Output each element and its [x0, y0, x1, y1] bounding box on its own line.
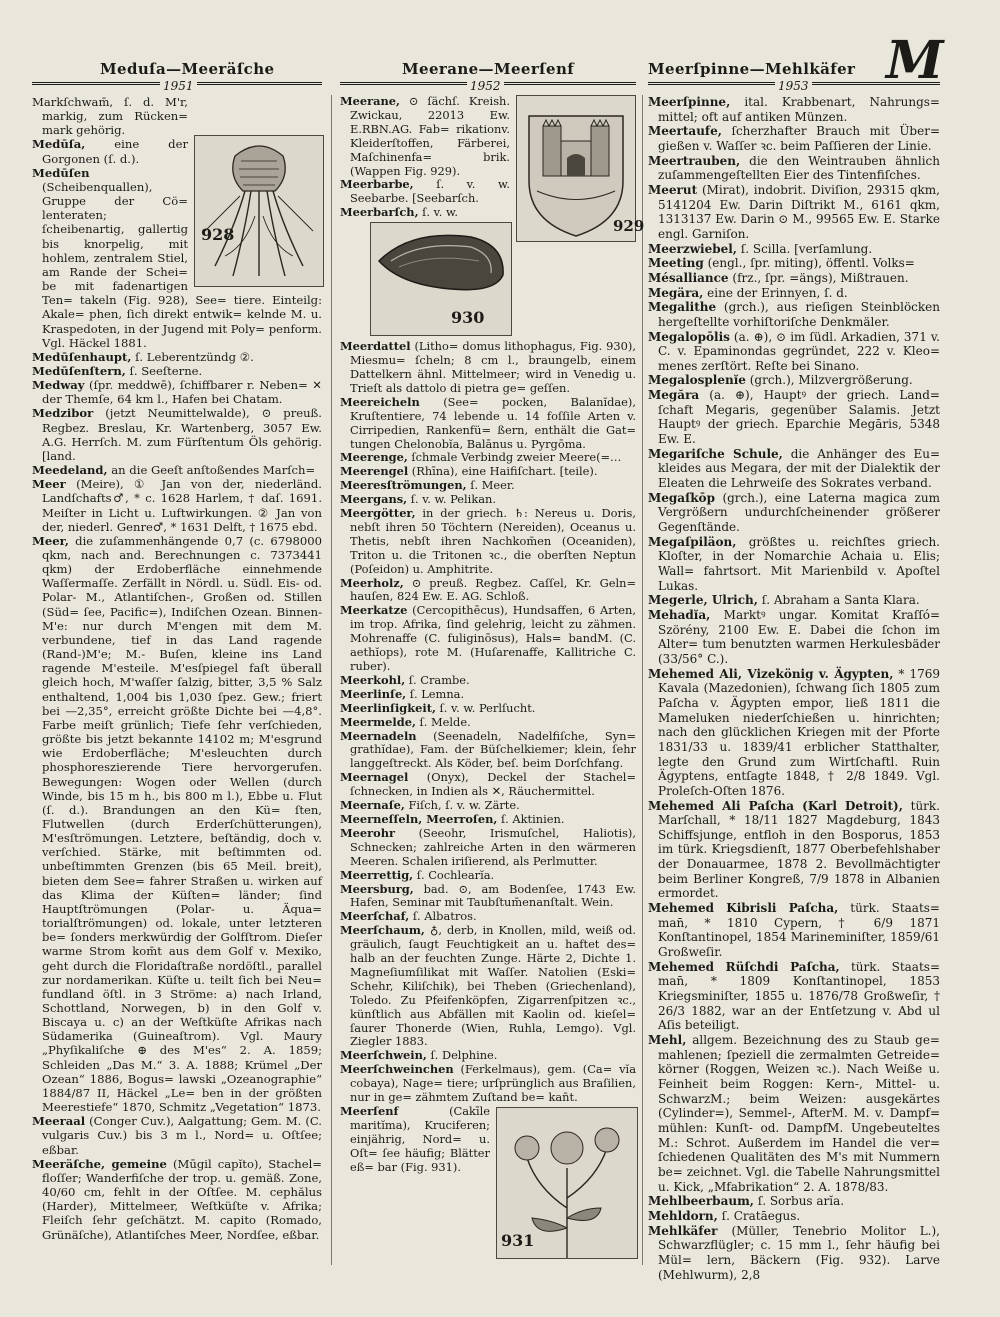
- dictionary-entry: [340, 507, 636, 577]
- entry-text: eine der Gorgonen (ſ. d.).: [42, 137, 188, 166]
- entry-text: größtes u. reichſtes griech. Kloſter, in der Nomarchie Achaia u. Elis; Wall= fahrtsort. Mit Marienbild v. Apoſtel Lukas.: [658, 534, 940, 593]
- entry-headword: Meer,: [32, 533, 69, 548]
- dictionary-entry: [648, 593, 940, 608]
- entry-headword: Meerut: [648, 182, 698, 197]
- entry-headword: Mehlbeerbaum,: [648, 1194, 754, 1209]
- running-head-left: Meduſa—Meeräſche: [100, 60, 275, 78]
- entry-headword: Meertaufe,: [648, 124, 722, 139]
- figure-number: 930: [451, 308, 485, 328]
- dictionary-entry: [340, 924, 636, 1049]
- entry-text: türk. Marſchall, * 18/11 1827 Magdeburg, 1843 Schiffsjunge, entfloh in den Bosporus, 1853 im türk. Kriegsdienſt, 1877 Oberbefehlshaber der Donauarmee, 1878 2. Bevollmächtigter beim Berliner Kongreß, 7/9 1878 in Albanien ermordet.: [658, 798, 940, 901]
- entry-headword: Meeraal: [32, 1114, 86, 1129]
- dictionary-entry: [340, 479, 636, 493]
- entry-text: türk. Staats= man̄, * 1809 Konſtantinopel, 1853 Kriegsminiſter, 1855 u. 1876/78 Großweſir, † 26/3 1882, war an der Entſetzung v. Abd ul Aſis beteiligt.: [658, 959, 940, 1033]
- entry-headword: Meerſenf: [340, 1104, 399, 1118]
- dictionary-entry: [340, 883, 636, 911]
- dictionary-entry: [648, 242, 940, 257]
- entry-text: ſ. Meer.: [466, 478, 515, 493]
- dictionary-entry: [648, 373, 940, 388]
- entry-text: ſ. Aktinien.: [497, 811, 565, 826]
- entry-text: ſchmale Verbindg zweier Meere(=…: [407, 450, 622, 465]
- column-3: [648, 95, 940, 1282]
- entry-headword: Megära,: [648, 285, 704, 300]
- entry-headword: Meertrauben,: [648, 153, 741, 168]
- entry-text: bad. ⊙, am Bodenſee, 1743 Ew. Hafen, Seminar mit Taubſtum̄enanſtalt. Wein.: [350, 881, 636, 910]
- entry-text: ⊙ preuß. Regbez. Caſſel, Kr. Geln= hauſen, 824 Ew. E. AG. Schloß.: [350, 575, 636, 604]
- entry-headword: Megalosplenĭe: [648, 373, 746, 388]
- entry-text: Marktꝰ ungar. Komitat Kraſſó= Szörény, 2100 Ew. E. Dabei die ſchon im Alter= tum benutzten warmen Herkulesbäder (33/56° C.).: [658, 607, 940, 666]
- entry-text: (grch.), Milzvergrößerung.: [745, 373, 913, 388]
- entry-text: ital. Krabbenart, Nahrungs= mittel; oft auf antiken Münzen.: [658, 95, 940, 124]
- entry-headword: Meerane,: [340, 94, 400, 108]
- entry-text: Fiſch, ſ. v. w. Zärte.: [404, 798, 520, 813]
- figure-929-coat-of-arms: [516, 95, 645, 242]
- entry-headword: Meer: [32, 477, 66, 492]
- column-divider: [642, 95, 643, 1265]
- entry-text: in der griech. ♄: Nereus u. Doris, nebſt ihren 50 Töchtern (Nerei̇den), Oceanus u. Thetis, nebſt ihren Nachkom̄en (Oceaniden), Triton u. die Tritonen ꝛc., die oberſten Neptun (Poſeidon) u. Amphitrite.: [350, 506, 636, 576]
- entry-headword: Medūſa,: [32, 137, 86, 152]
- entry-headword: Medway: [32, 378, 85, 393]
- entry-text: (Ferkelmaus), gem. (Ca= vĭa cobaya), Nage= tiere; urſprünglich aus Braſilien, nur in ge= zähmtem Zuſtand be= kan̄t.: [350, 1062, 636, 1105]
- entry-text: ſ. v. w. Pelikan.: [407, 492, 496, 507]
- entry-text: (Mirat), indobrit. Diviſion, 29315 qkm, 5141204 Ew. Darin Diſtrikt M., 6161 qkm, 1313137 Ew. Darin ⊙ M., 99565 Ew. E. Starke engl. Garniſon.: [658, 182, 940, 241]
- dictionary-entry: [340, 910, 636, 924]
- entry-headword: Meerrettig,: [340, 867, 414, 882]
- figure-number: 928: [201, 225, 235, 244]
- entry-headword: Megariſche Schule,: [648, 446, 783, 461]
- entry-text: die zuſammenhängende 0,7 (c. 6798000 qkm, nach and. Berechnungen c. 7373441 qkm) der Erdoberfläche einnehmende Waſſermaſſe. Zerfällt in Nördl. u. Südl. Eis- od. Polar- M., Atlantiſchen-, Großen od. Stillen (Süd= ſee, Pacific=), Indiſchen Ozean. Binnen-M'e: nur durch M'engen mit dem M. verbundene, tief in das Land ragende (Rand-)M'e; M.- Buſen, kleine ins Land ragende M'esteile. M'esſpiegel faſt überall gleich hoch, M'waſſer ſalzig, bitter, 3,5 % Salz enthaltend, 1,004 bis 1,030 ſpez. Gew.; friert bei —2,35°, erreicht größte Dichte bei —4,8°. Farbe meiſt grünlich; Tiefe ſehr verſchieden, größte bis jetzt bekannte 14102 m; M'esgrund wie Erdoberfläche; M'esleuchten durch phosphoreszierende Tiere hervorgerufen. Bewegungen: Wogen oder Wellen (durch Winde, bis 15 m h., bis 800 m l.), Ebbe u. Flut (ſ. d.). Brandungen an den Kü= ſten, Flutwellen (durch Erderſchütterungen), M'esſtrömungen. Letztere, beſtändig, doch v. verſchied. Stärke, mit beſtimmten od. unbeſtimmten Grenzen (bis 65 Meil. breit), bieten dem See= fahrer Straßen u. wirken auf das Klima der Küſten= länder; ſind Hauptſtrömungen (Polar- u. Äqua= torialſtrömungen) od. lokale, unter letzteren be= ſonders merkwürdig der Golfſtrom. Dieſer warme Strom kom̄t aus dem Golf v. Mexiko, geht durch die Floridaſtraße nordöſtl., parallel zur nordamerikan. Küſte u. teilt ſich bei Neu= fundland öſtl. in 3 Ströme: a) nach Irland, Schottland, Norwegen, b) in den Golf v. Biscaya u. c) an der Weſtküſte Afrikas nach Südamerika (Guineaſtrom). Vgl. Maury „Phyſikaliſche ⊕ des M'es“ 2. A. 1859; Schleiden „Das M.“ 3. A. 1888; Krümel „Der Ozean“ 1886, Bogus= lawski „Ozeanographie“ 1884/87 II, Häckel „Le= ben in der größten Meerestiefe“ 1870, Schmitz „Vegetation“ 1873.: [42, 533, 322, 1115]
- dictionary-entry: [340, 799, 636, 813]
- page-number-3: 1953: [775, 79, 812, 93]
- entry-headword: Meernadeln: [340, 728, 417, 743]
- entry-headword: Meerzwiebel,: [648, 241, 737, 256]
- entry-headword: Megalithe: [648, 300, 717, 315]
- entry-text: an die Geeſt anſtoßendes Marſch=: [107, 463, 316, 478]
- entry-text: Markſchwam̄, ſ. d. M'r, markig, zum Rücken= mark gehörig.: [32, 95, 188, 138]
- mussel-illustration: [371, 223, 511, 335]
- page-number-2: 1952: [467, 79, 504, 93]
- dictionary-entry: [340, 771, 636, 799]
- dictionary-entry: [32, 477, 322, 534]
- dictionary-entry: [648, 901, 940, 960]
- dictionary-entry: [648, 95, 940, 124]
- figure-number: 929: [613, 217, 645, 235]
- entry-headword: Meernagel: [340, 770, 409, 785]
- dictionary-entry: [340, 813, 636, 827]
- dictionary-entry: [340, 1049, 636, 1063]
- entry-headword: Meerſpinne,: [648, 95, 731, 109]
- dictionary-entry: [648, 960, 940, 1033]
- entry-text: (Mūgil capĭto), Stachel= floſſer; Wanderfiſche der trop. u. gemäß. Zone, 40/60 cm, fehlt in der Oſtſee. M. cephălus (Harder), Mittelmeer, Weſtküſte v. Afrika; Fleiſch ſehr geſchätzt. M. capito (Romado, Grünäſche), Atlantiſches Meer, Nordſee, eßbar.: [42, 1156, 322, 1242]
- dictionary-entry: [648, 1194, 940, 1209]
- entry-text: (Scheibenquallen), Gruppe der Cö= lenteraten; ſcheibenartig, gallertig bis knorpelig, mit hohlem, zentralem Stiel, am Rande der Schei= be mit fadenartigen Ten= takeln (Fig. 928), See= tiere. Einteilg: Akale= phen, ſich direkt entwik= kelnde M. u. Kraspedoten, in der Jugend mit Poly= penform. Vgl. Häckel 1881.: [42, 179, 322, 350]
- entry-text: ſcherzhafter Brauch mit Über= gießen v. Waſſer ꝛc. beim Paſſieren der Linie.: [658, 124, 940, 153]
- entry-text: (Cakīle maritĭma), Kruciferen; einjährig, Nord= u. Oſt= ſee häufig; Blätter eß= bar (Fig. 931).: [350, 1104, 490, 1174]
- entry-headword: Meernaſe,: [340, 798, 405, 813]
- entry-headword: Meeräſche, gemeine: [32, 1156, 167, 1171]
- entry-text: ♁, derb, in Knollen, mild, weiß od. gräulich, ſaugt Feuchtigkeit an u. haftet des= halb an der feuchten Zunge. Härte 2, Dichte 1. Magneſiumſilikat mit Waſſer. Natolien (Eski= Schehr, Kiliſchik), bei Theben (Griechenland), Toledo. Zu Pfeifenköpfen, Zigarrenſpitzen ꝛc., künſtlich aus Abfällen mit Kaolin od. kieſel= ſaurer Thonerde (Wien, Ruhla, Lemgo). Vgl. Ziegler 1883.: [350, 923, 636, 1049]
- entry-headword: Mehldorn,: [648, 1208, 718, 1223]
- entry-text: ſ. Leberentzündg ②.: [131, 349, 254, 364]
- entry-headword: Meereicheln: [340, 394, 420, 409]
- entry-headword: Megaſkōp: [648, 490, 715, 505]
- entry-text: (engl., ſpr. miting), öffentl. Volks=: [703, 256, 915, 271]
- entry-headword: Meerholz,: [340, 575, 404, 590]
- entry-text: (Seeohr, Irismuſchel, Haliotis), Schnecken; zahlreiche Arten in den wärmeren Meeren. Schalen iriſierend, als Perlmutter.: [350, 825, 636, 868]
- figure-928-medusa: [194, 135, 324, 287]
- entry-text: (Müller, Tenebrio Molitor L.), Schwarzflügler; c. 15 mm l., ſehr häufig bei Mül= lern, Bäckern (Fig. 932). Larve (Mehlwurm), 2,8: [658, 1223, 940, 1282]
- entry-headword: Meerkatze: [340, 603, 408, 618]
- entry-text: (jetzt Neumittelwalde), ⊙ preuß. Regbez. Breslau, Kr. Wartenberg, 3057 Ew. A.G. Herrſch. M. zum Fürſtentum Öls gehörig. [land.: [42, 406, 322, 463]
- dictionary-entry: [648, 447, 940, 491]
- entry-headword: Megaſpiläon,: [648, 534, 737, 549]
- entry-text: ſ. Cratāegus.: [717, 1208, 801, 1223]
- dictionary-entry: [32, 406, 322, 463]
- entry-text: ⊙ ſächſ. Kreish. Zwickau, 22013 Ew. E.RBN.AG. Fab= rikationv. Kleiderſtoffen, Färberei, Maſchinenfa= brik. (Wappen Fig. 929).: [350, 94, 510, 178]
- entry-headword: Meerengel: [340, 464, 409, 479]
- dictionary-entry: [648, 286, 940, 301]
- entry-text: ſ. Melde.: [415, 714, 471, 729]
- dictionary-entry: [340, 604, 636, 674]
- entry-headword: Medūſen: [32, 165, 90, 180]
- entry-headword: Meergans,: [340, 492, 408, 507]
- entry-text: ſ. Sorbus arĭa.: [753, 1194, 845, 1209]
- entry-text: die Anhänger des Eu= kleides aus Megara, der mit der Dialektik der Eleaten die Lehrweiſe des Sokrates verband.: [658, 446, 941, 491]
- entry-text: ſ. Crambe.: [405, 672, 470, 687]
- entry-headword: Meerohr: [340, 825, 395, 840]
- entry-headword: Meerſchweinchen: [340, 1062, 454, 1077]
- dictionary-entry: [340, 493, 636, 507]
- entry-text: ſ. Cochlearĭa.: [413, 867, 495, 882]
- dictionary-entry: [648, 1209, 940, 1224]
- entry-headword: Meerdattel: [340, 339, 411, 354]
- entry-text: allgem. Bezeichnung des zu Staub ge= mahlenen; ſpeziell die zermalmten Getreide= körner (Roggen, Weizen ꝛc.). Nach Weiße u. Feinheit beim Roggen: Kern-, Mittel- u. SchwarzM.; beim Weizen: ausgekärtes (Cylinder=), Semmel-, AfterM. M. v. Dampf= mühlen: Kunſt- od. DampfM. Ungebeuteltes M.: Schrot. Außerdem im Handel die ver= ſchiedenen Qualitäten des M's mit Nummern be= zeichnet. Vgl. die Tabelle Nahrungsmittel u. Kick, „Mfabrikation“ 2. A. 1878/83.: [658, 1033, 940, 1194]
- dictionary-entry: [32, 364, 322, 378]
- dictionary-entry: [648, 183, 940, 242]
- dictionary-entry: [648, 799, 940, 902]
- entry-headword: Meerlinſigkeit,: [340, 700, 436, 715]
- dictionary-entry: [32, 1114, 322, 1156]
- entry-headword: Mehemed Ali, Vizekönig v. Ägypten,: [648, 666, 894, 681]
- dictionary-entry: [340, 674, 636, 688]
- dictionary-entry: [648, 535, 940, 594]
- entry-headword: Mehemed Rüſchdi Paſcha,: [648, 959, 840, 974]
- entry-text: die den Weintrauben ähnlich zuſammengeſtellten Eier des Tintenfiſches.: [658, 153, 940, 183]
- entry-text: (Litho= domus lithophagus, Fig. 930), Miesmu= ſcheln; 8 cm l., braungelb, einem Dattelkern ähnl. Mittelmeer; wird in Venedig u. Trieſt als dattolo di pietra ge= geſſen.: [350, 339, 636, 395]
- dictionary-entry: [648, 154, 940, 183]
- dictionary-entry: [32, 534, 322, 1114]
- dictionary-entry: [340, 396, 636, 452]
- entry-text: (Conger Cuv.), Aalgattung; Gem. M. (C. vulgaris Cuv.) bis 3 m l., Nord= u. Oſtſee; eßbar.: [42, 1114, 322, 1157]
- running-head-right: Meerſpinne—Mehlkäfer: [648, 60, 856, 78]
- entry-headword: Medūſenhaupt,: [32, 349, 132, 364]
- dictionary-entry: [648, 271, 940, 286]
- entry-headword: Meerenge,: [340, 450, 408, 465]
- dictionary-entry: [648, 300, 940, 329]
- column-divider: [331, 95, 332, 1265]
- dictionary-entry: [648, 1033, 940, 1194]
- dictionary-entry: [340, 827, 636, 869]
- entry-text: eine der Erinnyen, ſ. d.: [703, 285, 848, 300]
- dictionary-entry: [32, 463, 322, 477]
- entry-text: (See= pocken, Balanĭdae), Kruſtentiere, 74 lebende u. 14 foſſile Arten v. Cirripedien, Rankenfü= ßern, enthält die Gat= tungen Chelonobĭa, Balānus u. Pyrgōma.: [350, 394, 636, 451]
- entry-headword: Meerbarbe,: [340, 177, 414, 192]
- dictionary-entry: [340, 730, 636, 772]
- entry-text: ſ. v. w. Seebarbe. [Seebarſch.: [350, 177, 510, 206]
- entry-text: (a. ⊕), Hauptꝰ der griech. Land= ſchaft Megaris, gegenüber Salamis. Jetzt Hauptꝰ der griech. Eparchie Megāris, 5348 Ew. E.: [658, 388, 940, 447]
- dictionary-entry: [648, 330, 940, 374]
- dictionary-entry: [648, 256, 940, 271]
- medusa-illustration: [195, 136, 323, 286]
- entry-headword: Meerneſſeln, Meerroſen,: [340, 811, 498, 826]
- entry-headword: Mésalliance: [648, 270, 729, 285]
- dictionary-entry: [32, 378, 322, 406]
- entry-headword: Meerkohl,: [340, 672, 406, 687]
- entry-headword: Meerbarſch,: [340, 205, 419, 220]
- entry-headword: Meermelde,: [340, 714, 416, 729]
- figure-930-date-mussel: [370, 222, 512, 336]
- entry-headword: Megalopōlis: [648, 329, 730, 344]
- dictionary-entry: [340, 451, 636, 465]
- dictionary-entry: [340, 716, 636, 730]
- dictionary-entry: [32, 95, 322, 137]
- entry-text: ſ. Scilla. [verſamlung.: [736, 241, 873, 256]
- entry-text: (grch.), aus rieſigen Steinblöcken hergeſtellte vorhiſtoriſche Denkmäler.: [658, 300, 940, 329]
- running-head-center: Meerane—Meerſenf: [402, 60, 575, 78]
- entry-text: (Rhīna), eine Haifiſchart. [teile).: [408, 464, 598, 479]
- dictionary-entry: [340, 702, 636, 716]
- dictionary-entry: [648, 491, 940, 535]
- entry-headword: Medzibor: [32, 406, 94, 421]
- entry-headword: Megăra: [648, 388, 700, 403]
- entry-headword: Meeresſtrömungen,: [340, 478, 467, 493]
- column-1: [32, 95, 322, 1242]
- section-letter: M: [886, 30, 944, 91]
- entry-headword: Meedeland,: [32, 463, 108, 478]
- dictionary-entry: [648, 1224, 940, 1283]
- dictionary-entry: [340, 688, 636, 702]
- entry-text: (frz., ſpr. =ängs), Mißtrauen.: [728, 270, 909, 285]
- entry-headword: Meerſchwein,: [340, 1048, 427, 1063]
- figure-number: 931: [501, 1231, 535, 1250]
- dictionary-entry: [340, 869, 636, 883]
- entry-headword: Meerſchaum,: [340, 923, 425, 938]
- dictionary-entry: [340, 465, 636, 479]
- entry-headword: Mehemed Kibrisli Paſcha,: [648, 901, 839, 916]
- entry-headword: Meersburg,: [340, 881, 414, 896]
- entry-text: ſ. Delphine.: [426, 1048, 498, 1063]
- dictionary-entry: [648, 124, 940, 153]
- figure-931-sea-rocket: [496, 1107, 638, 1259]
- entry-headword: Mehlkäfer: [648, 1223, 718, 1238]
- entry-headword: Medūſenſtern,: [32, 363, 126, 378]
- entry-headword: Meerlinſe,: [340, 686, 407, 701]
- entry-text: (Cercopithēcus), Hundsaffen, 6 Arten, im trop. Afrika, ſind gelehrig, leicht zu zähmen. Mohrenaffe (C. fuliginōsus), Hals= bandM. (C. aethĭops), rote M. (Huſarenaffe, Kallitriche C. ruber).: [350, 603, 636, 673]
- entry-text: ſ. Lemna.: [406, 686, 465, 701]
- entry-headword: Meerſchaf,: [340, 909, 410, 924]
- entry-text: (ſpr. meddwē), ſchiffbarer r. Neben= ✕ der Themſe, 64 km l., Hafen bei Chatam.: [42, 378, 322, 407]
- entry-headword: Meergötter,: [340, 506, 416, 521]
- entry-text: (a. ⊕), ⊙ im ſüdl. Arkadien, 371 v. C. v. Epaminondas gegründet, 222 v. Kleo= menes zerſtört. Reſte bei Sinano.: [658, 329, 940, 373]
- entry-headword: Mehl,: [648, 1033, 687, 1047]
- entry-headword: Meeting: [648, 256, 704, 271]
- entry-headword: Mehemed Ali Paſcha (Karl Detroit),: [648, 798, 903, 813]
- dictionary-entry: [340, 1063, 636, 1105]
- entry-text: ſ. v. w. Perlſucht.: [435, 700, 536, 715]
- dictionary-entry: [32, 1157, 322, 1242]
- entry-text: ſ. Abraham a Santa Klara.: [757, 593, 920, 608]
- entry-text: (Meire), ① Jan von der, niederländ. Landſchafts♂, * c. 1628 Harlem, † daſ. 1691. Meiſter in Licht u. Luftwirkungen. ② Jan von der, niederl. Genre♂, * 1631 Delft, † 1675 ebd.: [42, 477, 322, 534]
- entry-text: (Seenadeln, Nadelfiſche, Syn= grathĭdae), Fam. der Büſchelkiemer; klein, ſehr langgeſtreckt. Als Köder, beſ. beim Dorſchfang.: [350, 728, 636, 771]
- entry-text: (Onyx), Deckel der Stachel= ſchnecken, in Indien als ✕, Räuchermittel.: [350, 770, 636, 799]
- entry-text: * 1769 Kavala (Mazedonien), ſchwang ſich 1805 zum Paſcha v. Ägypten empor, ließ 1811 die Mameluken niederſchießen u. hinrichten; nach den glücklichen Kriegen mit der Pforte 1831/33 u. 1839/41 erblicher Statthalter, legte den Grund zum Wirtſchaftl. Ruin Ägyptens, entſagte 1848, † 2/8 1849. Vgl. Proleſch-Oſten 1876.: [658, 666, 940, 798]
- dictionary-entry: [32, 350, 322, 364]
- entry-text: türk. Staats= man̄, * 1810 Cypern, † 6/9 1871 Konſtantinopel, 1854 Marineminiſter, 1859/61 Großweſir.: [658, 901, 940, 960]
- entry-text: ſ. v. w.: [418, 205, 458, 220]
- entry-headword: Megerle, Ulrich,: [648, 593, 758, 608]
- dictionary-entry: [648, 608, 940, 667]
- entry-text: (grch.), eine Laterna magica zum Vergrößern undurchſcheinender größerer Gegenſtände.: [658, 490, 940, 535]
- entry-headword: Mehadĭa,: [648, 607, 711, 622]
- dictionary-entry: [340, 577, 636, 605]
- dictionary-entry: [648, 388, 940, 447]
- entry-text: ſ. Seeſterne.: [125, 363, 203, 378]
- page-number-1: 1951: [160, 79, 197, 93]
- column-2: [340, 94, 645, 1263]
- entry-text: ſ. Albatros.: [409, 909, 477, 924]
- dictionary-entry: [648, 667, 940, 799]
